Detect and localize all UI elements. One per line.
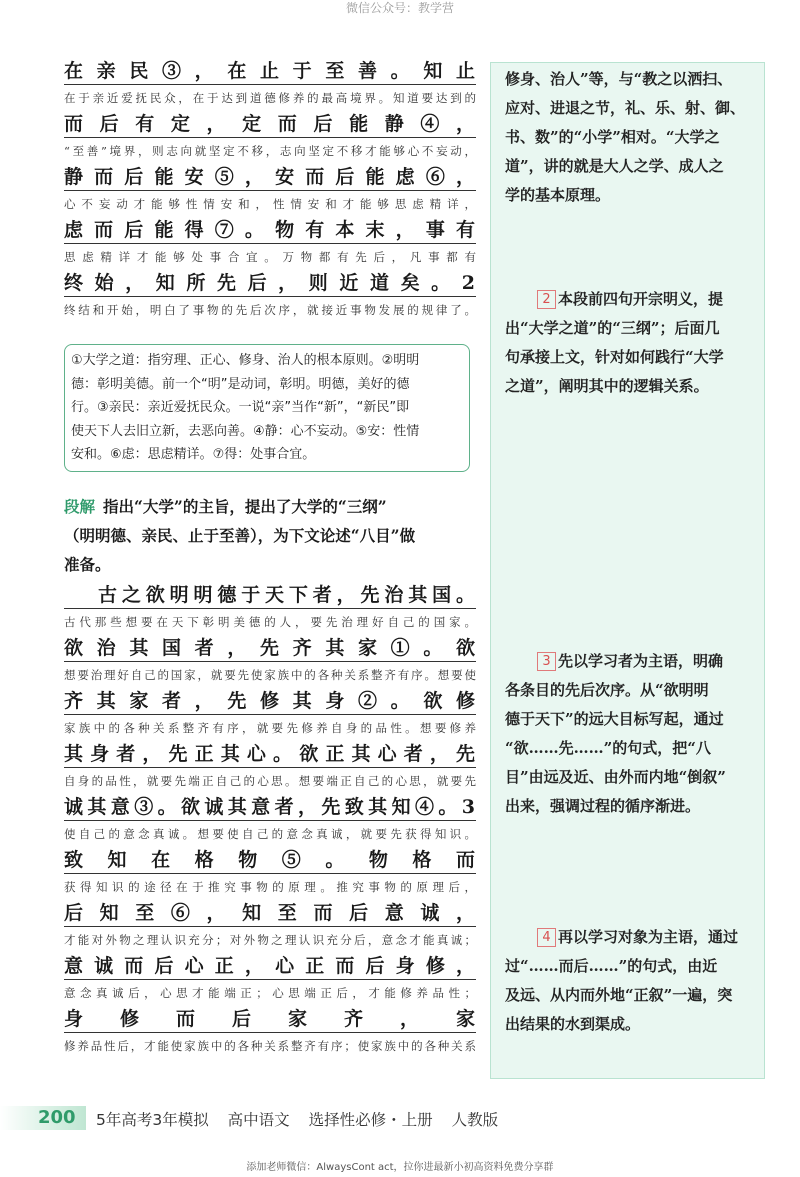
translation-line: 在于亲近爱抚民众，在于达到道德修养的最高境界。知道要达到的 [64,91,476,105]
main-text-column-2 [64,582,476,1059]
annotation-box [64,344,470,472]
sidebar-block-4 [505,923,755,1039]
footer-item: 选择性必修・上册 [308,1111,433,1129]
original-text-line: 意诚而后心正，心正而后身修， [64,953,476,980]
translation-line: 使自己的意念真诚。想要使自己的意念真诚，就要先获得知识。 [64,827,476,841]
original-text-line: 致知在格物⑤。物格而 [64,847,476,874]
sidebar-line: 及远、从内而外地“正叙”一遍，突 [505,986,733,1004]
annotation-line: 安和。⑥虑：思虑精详。⑦得：处事合宜。 [71,447,316,462]
sidebar-line: 学的基本原理。 [505,186,611,204]
sidebar-line: 出结果的水到渠成。 [505,1015,641,1033]
note-number-badge: 2 [537,290,556,309]
duanjie-line: 准备。 [64,555,111,574]
original-text-line: 而后有定，定而后能静④， [64,111,476,138]
sidebar-line: 各条目的先后次序。从“欲明明 [505,681,709,699]
original-text-line: 终始，知所先后，则近道矣。2 [64,270,476,297]
footer-item: 人教版 [451,1111,499,1129]
original-text-line: 欲治其国者，先齐其家①。欲 [64,635,476,662]
sidebar-line: 过“……而后……”的句式，由近 [505,957,718,975]
annotation-line: ①大学之道：指穷理、正心、修身、治人的根本原则。②明明 [71,353,420,368]
note-number-badge: 3 [537,652,556,671]
sidebar-block-2 [505,285,755,401]
translation-line: 古代那些想要在天下彰明美德的人，要先治理好自己的国家。 [64,615,476,629]
duanjie-line: （明明德、亲民、止于至善），为下文论述“八目”做 [64,526,416,545]
sidebar-line: 书、数”的“小学”相对。“大学之 [505,128,720,146]
bottom-watermark: 添加老师微信：AlwaysCont act，拉你进最新小初高资料免费分享群 [246,1162,554,1173]
sidebar-line [505,285,755,314]
footer-book-info [96,1108,512,1130]
sidebar-line: 目”由远及近、由外而内地“倒叙” [505,768,726,786]
original-text-line: 诚其意③。欲诚其意者，先致其知④。3 [64,794,476,821]
main-text-column [64,58,476,323]
sidebar-commentary [490,62,765,1079]
translation-line: 终结和开始，明白了事物的先后次序，就接近事物发展的规律了。 [64,303,476,317]
annotation-line: 行。③亲民：亲近爱抚民众。一说“亲”当作“新”，“新民”即 [71,400,410,415]
top-watermark: 微信公众号：教学营 [345,1,454,15]
sidebar-block-1 [505,65,755,210]
translation-line: 心不妄动才能够性情安和，性情安和才能够思虑精详， [64,197,476,211]
sidebar-line [505,647,755,676]
sidebar-line: 之道”，阐明其中的逻辑关系。 [505,377,709,395]
paragraph-explanation [64,492,474,579]
original-text-line: 其身者，先正其心。欲正其心者，先 [64,741,476,768]
sidebar-block-3 [505,647,755,821]
page-number: 200 [38,1107,76,1128]
sidebar-line-text: 先以学习者为主语，明确 [558,652,724,670]
annotation-line: 德：彰明美德。前一个“明”是动词，彰明。明德，美好的德 [71,376,410,392]
translation-line: 想要治理好自己的国家，就要先使家族中的各种关系整齐有序。想要使 [64,668,476,682]
sidebar-line: 应对、进退之节，礼、乐、射、御、 [505,99,746,117]
duanjie-label: 段解 [64,497,96,516]
translation-line: 思虑精详才能够处事合宜。万物都有先后，凡事都有 [64,250,476,264]
translation-line: 意念真诚后，心思才能端正；心思端正后，才能修养品性； [64,986,476,1000]
sidebar-line: 出“大学之道”的“三纲”；后面几 [505,319,720,337]
translation-line: “至善”境界，则志向就坚定不移，志向坚定不移才能够心不妄动， [64,144,476,158]
sidebar-line-text: 再以学习对象为主语，通过 [558,928,739,946]
sidebar-line [505,923,755,952]
page-footer [0,1106,800,1132]
translation-line: 自身的品性，就要先端正自己的心思。想要端正自己的心思，就要先 [64,774,476,788]
note-number-badge: 4 [537,928,556,947]
sidebar-line: 句承接上文，针对如何践行“大学 [505,348,724,366]
translation-line: 修养品性后，才能使家族中的各种关系整齐有序；使家族中的各种关系 [64,1039,476,1053]
translation-line: 家族中的各种关系整齐有序，就要先修养自身的品性。想要修养 [64,721,476,735]
annotation-line: 使天下人去旧立新，去恶向善。④静：心不妄动。⑤安：性情 [71,423,420,439]
original-text-line: 古之欲明明德于天下者，先治其国。 [64,582,476,609]
original-text-line: 齐其家者，先修其身②。欲修 [64,688,476,715]
translation-line: 才能对外物之理认识充分；对外物之理认识充分后，意念才能真诚； [64,933,476,947]
duanjie-line: 指出“大学”的主旨，提出了大学的“三纲” [103,497,387,516]
footer-item: 5年高考3年模拟 [96,1111,209,1129]
sidebar-line: 道”，讲的就是大人之学、成人之 [505,157,724,175]
sidebar-line-text: 本段前四句开宗明义，提 [558,290,724,308]
sidebar-line: 修身、治人”等，与“教之以洒扫、 [505,70,733,88]
original-text-line: 在亲民③，在止于至善。知止 [64,58,476,85]
original-text-line: 静而后能安⑤，安而后能虑⑥， [64,164,476,191]
translation-line: 获得知识的途径在于推究事物的原理。推究事物的原理后， [64,880,476,894]
original-text-line: 后知至⑥，知至而后意诚， [64,900,476,927]
footer-item: 高中语文 [227,1111,290,1129]
sidebar-line: “欲……先……”的句式，把“八 [505,739,711,757]
original-text-line: 身修而后家齐，家 [64,1006,476,1033]
sidebar-line: 德于天下”的远大目标写起，通过 [505,710,724,728]
original-text-line: 虑而后能得⑦。物有本末，事有 [64,217,476,244]
sidebar-line: 出来，强调过程的循序渐进。 [505,797,701,815]
